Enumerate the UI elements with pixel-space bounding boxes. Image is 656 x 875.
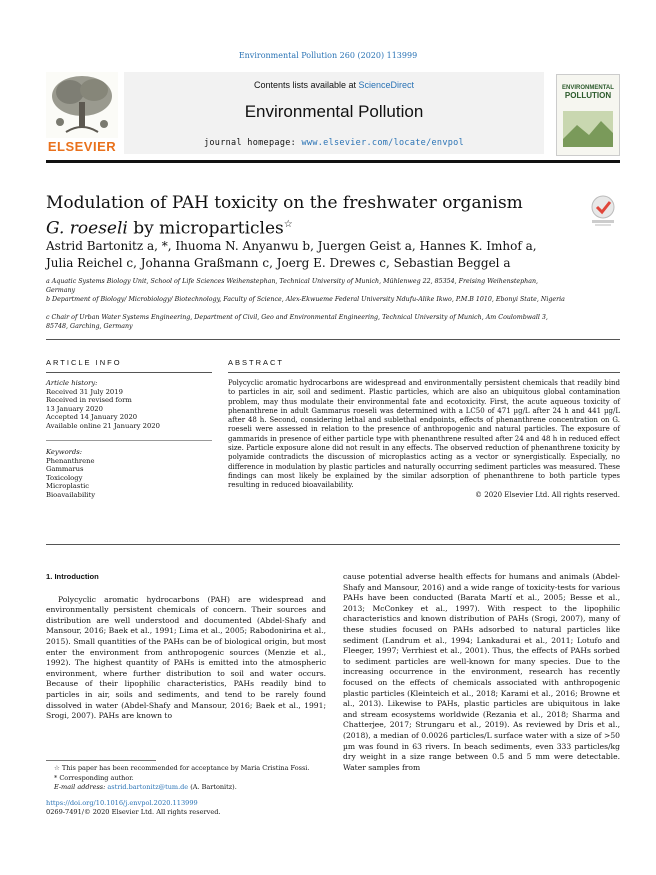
affiliation-a: a Aquatic Systems Biology Unit, School of Life Sciences Weihenstephan, Technical University of Munich, Mühlenweg 22, 85354, Freising Weihenstephan, Germany <box>46 278 539 294</box>
email-suffix: (A. Bartonitz). <box>188 783 237 791</box>
abstract-body <box>228 379 620 500</box>
journal-citation[interactable]: Environmental Pollution 260 (2020) 113999 <box>238 51 418 60</box>
info-rule <box>46 372 212 373</box>
doi-link[interactable]: https://doi.org/10.1016/j.envpol.2020.113999 <box>46 799 198 807</box>
homepage-prefix: journal homepage: <box>203 138 302 148</box>
abstract-copyright: © 2020 Elsevier Ltd. All rights reserved. <box>475 490 620 499</box>
cover-title <box>557 85 619 99</box>
keyword: Phenanthrene <box>46 456 95 465</box>
elsevier-logo <box>46 72 118 154</box>
title-text: Modulation of PAH toxicity on the freshwater organism <box>46 193 523 213</box>
history-label: Article history: <box>46 379 98 387</box>
history-item: Received in revised form <box>46 396 132 405</box>
sciencedirect-link[interactable]: ScienceDirect <box>358 80 415 90</box>
contents-prefix: Contents lists available at <box>253 80 359 90</box>
recommendation-footnote: ☆ This paper has been recommended for acceptance by Maria Cristina Fossi. <box>54 764 310 772</box>
issn-copyright: 0269-7491/© 2020 Elsevier Ltd. All rights reserved. <box>46 808 221 816</box>
body-right-column <box>343 572 620 773</box>
masthead-rule <box>46 160 620 163</box>
history-item: Available online 21 January 2020 <box>46 421 160 430</box>
journal-homepage-line <box>124 138 544 148</box>
body-left-column <box>46 572 326 722</box>
tree-emblem-icon <box>46 72 118 138</box>
journal-masthead <box>46 72 620 156</box>
journal-title: Environmental Pollution <box>244 102 424 121</box>
footnotes <box>46 764 326 793</box>
history-item: Accepted 14 January 2020 <box>46 413 138 422</box>
keyword: Bioavailability <box>46 490 96 499</box>
abstract-paragraph: Polycyclic aromatic hydrocarbons are widespread and environmentally persistent chemicals that readily bind to particles in air, soil and sediment. Plastic particles, which are also an ubiquitous global contamination problem, may thus modulate their environmental fate and ecotoxicity. First, the acute aqueous toxicity of phenanthrene in adult Gammarus roeseli was determined with a LC50 of 471 µg/L after 24 h and 441 µg/L after 48 h. Second, considering lethal and sublethal endpoints, effects of phenanthrene concentration on G. roeseli were assessed in relation to the presence of anthropogenic and natural particles. The exposure of gammarids in presence of either particle type with phenanthrene resulted after 24 and 48 h in reduced effect size. Particle exposure alone did not result in any effects. The observed reduction of phenanthrene toxicity by polyamide contradicts the discussion of microplastics acting as a vector or synergistically. Especially, no difference in modulation by plastic particles and naturally occurring sediment particles was measured. These findings can most likely be explained by the similar adsorption of phenanthrene to both particle types resulting in reduced bioavailability. <box>228 379 620 490</box>
article-identifiers <box>46 799 221 817</box>
article-history <box>46 379 160 431</box>
journal-cover-thumbnail[interactable] <box>556 74 620 156</box>
affiliation-b: b Department of Biology/ Microbiology/ Biotechnology, Faculty of Science, Alex-Ekwueme Federal University Ndufu-Alike Ikwo, P.M.B 1010, Ebonyi State, Nigeria <box>46 296 565 303</box>
journal-header-box <box>124 72 544 154</box>
intro-paragraph-right: cause potential adverse health effects for humans and animals (Abdel-Shafy and Mansour, 2016) and a wide range of toxicity-tests for various PAHs have been conducted (Barata Martí et al., 2005; Besse et al., 2013; McConkey et al., 1997). With respect to the lipophilic characteristics and known distribution of PAHs (Srogi, 2007), many of these studies focused on PAHs adsorbed to natural particles like sediment (Landrum et al., 1994; Lankadurai et al., 2011; Lotufo and Fleeger, 1997; Verrhiest et al., 2001). Thus, the effects of PAHs sorbed to sediment particles are well-known for many species. Due to the increasing occurrence in the environment, research has recently focused on the effects of chemicals associated with anthropogenic plastic particles (Kleinteich et al., 2018; Karami et al., 2016; Browne et al., 2013). Likewise to PAHs, plastic particles are ubiquitous in lake and stream ecosystems worldwide (Rezania et al., 2018; Sharma and Chatterjee, 2017; Strungaru et al., 2019). As reviewed by Dris et al., (2018), a median of 0.0026 particles/L surface water with a size of >50 µm was found in 63 rivers. In beach sediments, even 333 particles/kg dry weight in a size range between 0.5 and 5 mm were detectable. Water samples from <box>343 572 620 772</box>
email-line <box>46 783 326 793</box>
abstract-heading: ABSTRACT <box>228 358 285 367</box>
footnote-rule <box>46 760 156 761</box>
title-star-footnote[interactable]: ☆ <box>283 219 293 230</box>
intro-paragraph-left: Polycyclic aromatic hydrocarbons (PAH) are widespread and environmentally persistent chemicals of concern. Their sources and distribution are well understood and documented (Abdel-Shafy and Mansour, 2016; Baek et al., 1991; Lima et al., 2005; Rabodonirina et al., 2015). Small quantities of the PAHs can be of biological origin, but most enter the environment from anthropogenic sources (Menzie et al., 1992). The highest quantity of PAHs is emitted into the atmospheric environment, where further distribution to soil and water occurs. Because of their lipophilic characteristics, PAHs readily bind to particles in air, soils and sediments, and tend to be rarely found dissolved in water (Abdel-Shafy and Mansour, 2016; Baek et al., 1991; Srogi, 2007). PAHs are known to <box>46 594 326 721</box>
keyword: Gammarus <box>46 465 84 474</box>
header-divider <box>46 339 620 340</box>
affiliation-c: c Chair of Urban Water Systems Engineering, Department of Civil, Geo and Environmental Engineering, Technical University of Munich, Am Coulombwall 3, 85748, Garching, Germany <box>46 314 548 330</box>
corresponding-author-note: * Corresponding author. <box>54 773 134 782</box>
email-link[interactable]: astrid.bartonitz@tum.de <box>107 783 189 791</box>
cover-title-line1: ENVIRONMENTAL <box>562 85 614 91</box>
cover-art-icon <box>557 109 619 153</box>
author-list <box>46 238 606 272</box>
body-divider <box>46 544 620 545</box>
title-species: G. roeseli <box>46 218 128 239</box>
keywords-block <box>46 448 95 500</box>
contents-available-line <box>124 80 544 90</box>
keywords-label: Keywords: <box>46 448 83 456</box>
elsevier-wordmark: ELSEVIER <box>47 139 117 154</box>
history-item: Received 31 July 2019 <box>46 387 123 396</box>
authors-line-2[interactable]: Julia Reichel c, Johanna Graßmann c, Joerg E. Drewes c, Sebastian Beggel a <box>46 256 511 270</box>
article-info-heading: ARTICLE INFO <box>46 358 122 367</box>
cover-title-line2: POLLUTION <box>564 91 612 100</box>
abstract-rule <box>228 372 620 373</box>
introduction-heading: 1. Introduction <box>46 572 99 581</box>
crossmark-icon <box>586 194 620 228</box>
check-for-updates-badge[interactable] <box>586 194 620 228</box>
title-end: by microparticles <box>127 218 284 239</box>
email-label: E-mail address: <box>54 783 108 791</box>
article-title <box>46 193 546 240</box>
homepage-link[interactable]: www.elsevier.com/locate/envpol <box>301 138 465 148</box>
keywords-divider <box>46 440 212 441</box>
authors-line-1[interactable]: Astrid Bartonitz a, *, Ihuoma N. Anyanwu b, Juergen Geist a, Hannes K. Imhof a, <box>46 239 537 253</box>
history-item: 13 January 2020 <box>46 404 103 413</box>
keyword: Toxicology <box>46 473 83 482</box>
keyword: Microplastic <box>46 482 90 491</box>
